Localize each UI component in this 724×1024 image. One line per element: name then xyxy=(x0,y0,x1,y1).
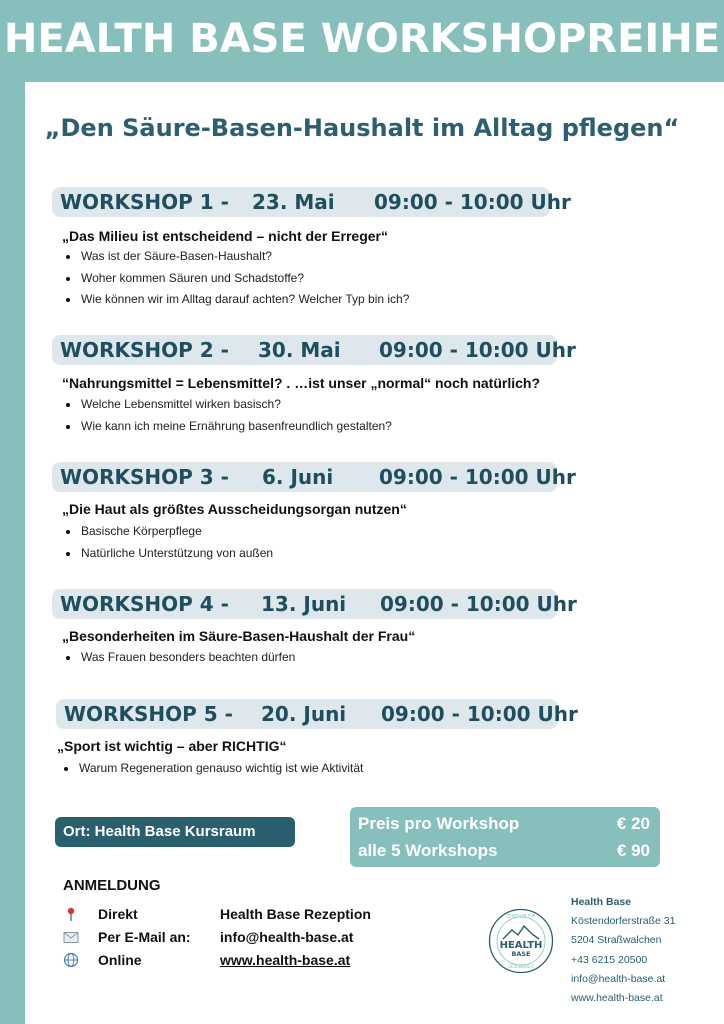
list-item: Basische Körperpflege xyxy=(62,521,273,543)
workshop-label: WORKSHOP 3 - xyxy=(60,465,229,489)
workshop-bar-4 xyxy=(52,589,577,619)
price-value: € 20 xyxy=(616,814,650,833)
workshop-bullets xyxy=(62,246,409,311)
price-value: € 90 xyxy=(616,841,650,860)
pin-icon xyxy=(63,906,79,922)
registration-key: Online xyxy=(98,952,142,968)
health-base-logo xyxy=(488,908,554,974)
workshop-date: 30. Mai xyxy=(258,338,341,362)
contact-city: 5204 Straßwalchen xyxy=(571,934,662,947)
series-subtitle: „Den Säure-Basen-Haushalt im Alltag pflegen“ xyxy=(44,114,680,142)
contact-name: Health Base xyxy=(571,896,632,908)
list-item: Was Frauen besonders beachten dürfen xyxy=(62,647,295,669)
workshop-heading: „Die Haut als größtes Ausscheidungsorgan nutzen“ xyxy=(62,501,407,517)
registration-title: ANMELDUNG xyxy=(63,877,161,894)
contact-phone: +43 6215 20500 xyxy=(571,953,648,966)
workshop-date: 6. Juni xyxy=(262,465,334,489)
email-link[interactable]: info@health-base.at xyxy=(220,929,354,945)
registration-key: Per E-Mail an: xyxy=(98,929,191,945)
list-item: Natürliche Unterstützung von außen xyxy=(62,543,273,565)
workshop-time: 09:00 - 10:00 Uhr xyxy=(381,702,578,726)
price-label: alle 5 Workshops xyxy=(358,841,498,860)
workshop-label: WORKSHOP 4 - xyxy=(60,592,229,616)
list-item: Was ist der Säure-Basen-Haushalt? xyxy=(62,246,409,268)
workshop-bullets xyxy=(60,758,363,780)
logo-sub-text: BASE xyxy=(511,950,531,958)
workshop-bar-5 xyxy=(56,699,578,729)
workshop-heading: “Nahrungsmittel = Lebensmittel? . …ist unser „normal“ noch natürlich? xyxy=(62,375,541,391)
contact-street: Köstendorferstraße 31 xyxy=(571,915,676,928)
registration-key: Direkt xyxy=(98,906,138,922)
workshop-time: 09:00 - 10:00 Uhr xyxy=(379,338,576,362)
workshop-heading: „Besonderheiten im Säure-Basen-Haushalt der Frau“ xyxy=(62,628,416,644)
page-title: HEALTH BASE WORKSHOPREIHE xyxy=(3,16,721,62)
workshop-date: 13. Juni xyxy=(261,592,347,616)
workshop-bar-3 xyxy=(52,462,576,492)
workshop-bar-2 xyxy=(52,335,576,365)
price-row-single xyxy=(358,811,650,837)
workshop-date: 23. Mai xyxy=(252,190,335,214)
workshop-bullets xyxy=(62,394,392,437)
logo-main-text: HEALTH xyxy=(499,940,543,951)
workshop-time: 09:00 - 10:00 Uhr xyxy=(380,592,577,616)
contact-web[interactable]: www.health-base.at xyxy=(571,991,663,1004)
list-item: Welche Lebensmittel wirken basisch? xyxy=(62,394,392,416)
price-row-all xyxy=(358,838,650,864)
workshop-bar-1 xyxy=(52,187,571,217)
workshop-label: WORKSHOP 5 - xyxy=(64,702,233,726)
list-item: Woher kommen Säuren und Schadstoffe? xyxy=(62,268,409,290)
contact-email[interactable]: info@health-base.at xyxy=(571,972,666,985)
workshop-bullets xyxy=(62,521,273,564)
header-banner xyxy=(0,0,724,82)
registration-value: Health Base Rezeption xyxy=(220,906,371,922)
list-item: Wie kann ich meine Ernährung basenfreundlich gestalten? xyxy=(62,416,392,438)
contact-block xyxy=(571,893,675,1008)
website-link[interactable]: www.health-base.at xyxy=(220,952,351,968)
list-item: Warum Regeneration genauso wichtig ist wie Aktivität xyxy=(60,758,363,780)
workshop-bullets xyxy=(62,647,295,669)
workshop-date: 20. Juni xyxy=(261,702,347,726)
price-box xyxy=(350,807,660,867)
left-accent-band xyxy=(0,82,25,1024)
workshop-heading: „Sport ist wichtig – aber RICHTIG“ xyxy=(57,738,287,754)
workshop-label: WORKSHOP 1 - xyxy=(60,190,229,214)
globe-icon xyxy=(63,952,79,968)
logo-bottom-text: GESUNDHEIT xyxy=(507,964,535,969)
price-label: Preis pro Workshop xyxy=(358,814,520,833)
workshop-label: WORKSHOP 2 - xyxy=(60,338,229,362)
logo-top-text: ZENTRUM FÜR xyxy=(506,913,536,919)
workshop-time: 09:00 - 10:00 Uhr xyxy=(374,190,571,214)
location-badge: Ort: Health Base Kursraum xyxy=(55,817,295,847)
envelope-icon xyxy=(63,929,79,945)
workshop-heading: „Das Milieu ist entscheidend – nicht der Erreger“ xyxy=(62,228,388,244)
list-item: Wie können wir im Alltag darauf achten? Welcher Typ bin ich? xyxy=(62,289,409,311)
workshop-time: 09:00 - 10:00 Uhr xyxy=(379,465,576,489)
